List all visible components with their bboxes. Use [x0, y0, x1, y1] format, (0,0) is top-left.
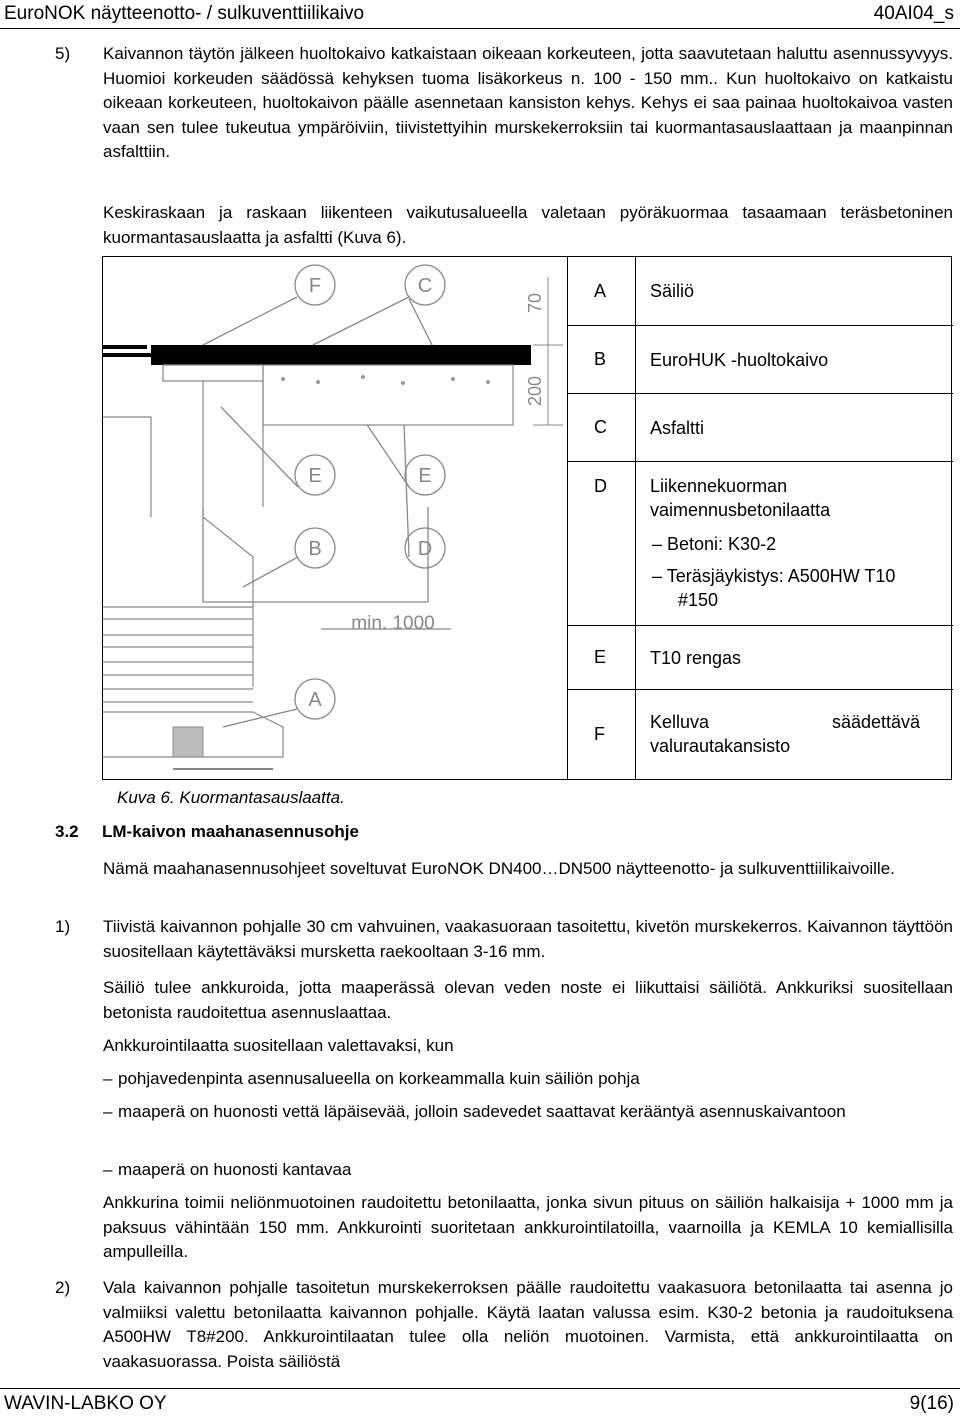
legend-desc-b: EuroHUK -huoltokaivo [650, 350, 829, 370]
legend-table [567, 257, 953, 779]
legend-row-a [568, 257, 953, 325]
legend-row-e [568, 625, 953, 689]
legend-desc-d-steel: – Teräsjäykistys: A500HW T10 [652, 566, 896, 586]
legend-row-c [568, 393, 953, 461]
step-1-paragraph-3: Ankkurointilaatta suositellaan valettavaksi, kun [103, 1036, 454, 1055]
cross-section-drawing [103, 257, 567, 779]
legend-desc-d-concrete: – Betoni: K30-2 [652, 534, 777, 554]
section-heading [55, 820, 359, 844]
dimension-min-1000: min. 1000 [351, 613, 435, 634]
legend-desc-f-2: säädettävä [832, 712, 921, 732]
figure-caption: Kuva 6. Kuormantasauslaatta. [117, 788, 345, 807]
legend-code-c: C [568, 394, 636, 461]
legend-code-b: B [568, 326, 636, 393]
dimension-200: 200 [525, 375, 545, 407]
bullet-dash-1: – [103, 1069, 113, 1088]
document-code: 40AI04_s [873, 3, 954, 24]
step-5-text: Kaivannon täytön jälkeen huoltokaivo katkaistaan oikeaan korkeuteen, jotta saavutetaan haluttu asennussyvyys. Huomioi korkeuden säädössä kehyksen tuoma lisäkorkeus n. 100 - 150 mm.. Kun huoltokaivo on katkaistu oikeaan korkeuteen, huoltokaivon päälle asennetaan kansiston kehys. Kehys ei saa painaa huoltokaivoa vasten vaan sen tulee tukeutua ympäröiviin, tiivistettyihin murskekerroksiin tai kuormantasauslaattaan ja maanpinnan asfalttiin. [103, 44, 953, 161]
step-2-text: Vala kaivannon pohjalle tasoitetun murskekerroksen päälle raudoitettu vaakasuora betonilaatta tai asenna jo valmiiksi valettu betonilaatta kaivannon pohjalle. Käytä laatan valussa esim. K30-2 betonia ja raudoituksena A500HW T8#200. Ankkurointilaatan tulee olla neliön muotoinen. Varmista, että ankkurointilaatta on vaakasuorassa. Poista säiliöstä [103, 1278, 953, 1371]
footer-page-number: 9(16) [909, 1393, 954, 1414]
concrete-slab [263, 365, 513, 425]
step-1-paragraph-4: Ankkurina toimii neliönmuotoinen raudoitettu betonilaatta, jonka sivun pituus on säiliön halkaisija + 1000 mm ja paksuus vähintään 150 mm. Ankkurointi suoritetaan ankkurointilatoilla, vaarnoilla ja KEMLA 10 kemiallisilla ampulleilla. [103, 1193, 953, 1261]
section-number: 3.2 [55, 822, 79, 841]
step-2-number: 2) [55, 1278, 71, 1297]
label-e-2: E [418, 465, 432, 487]
legend-row-d [568, 461, 953, 625]
legend-code-d: D [568, 462, 636, 625]
step-1-number: 1) [55, 917, 71, 936]
page-footer [0, 1388, 960, 1419]
legend-desc-a: Säiliö [650, 281, 695, 301]
bullet-1: pohjavedenpinta asennusalueella on korkeammalla kuin säiliön pohja [118, 1069, 640, 1088]
step-1-text: Tiivistä kaivannon pohjalle 30 cm vahvuinen, vaakasuoraan tasoitettu, kivetön murskekerros. Kaivannon täyttöön suositellaan käytettäväksi mursketta raekooltaan 3-16 mm. [103, 917, 953, 961]
legend-desc-e: T10 rengas [650, 648, 742, 668]
legend-desc-c: Asfaltti [650, 418, 705, 438]
label-c: C [417, 275, 433, 297]
step-1-paragraph-2: Säiliö tulee ankkuroida, jotta maaperässä olevan veden noste ei liikuttaisi säiliötä. Ankkuriksi suositellaan betonista raudoitettua asennuslaattaa. [103, 978, 953, 1022]
page-header [0, 0, 960, 29]
label-d: D [417, 538, 433, 560]
legend-desc-d-spacing: #150 [678, 590, 719, 610]
label-a: A [308, 689, 322, 711]
bullet-dash-3: – [103, 1160, 113, 1179]
step-5-number: 5) [55, 44, 71, 63]
label-f: F [308, 275, 322, 297]
document-title: EuroNOK näytteenotto- / sulkuventtiilikaivo [4, 3, 365, 24]
bullet-3: maaperä on huonosti kantavaa [118, 1160, 352, 1179]
asphalt-layer [151, 345, 531, 365]
bullet-2: maaperä on huonosti vettä läpäisevää, jolloin sadevedet saattavat kerääntyä asennuskaivantoon [118, 1102, 846, 1121]
bullet-dash-2: – [103, 1102, 113, 1121]
legend-code-f: F [568, 690, 636, 779]
legend-row-f [568, 689, 953, 779]
section-title: LM-kaivon maahanasennusohje [102, 822, 359, 841]
legend-desc-f-3: valurautakansisto [650, 736, 791, 756]
legend-row-b [568, 325, 953, 393]
legend-code-a: A [568, 257, 636, 325]
label-e-1: E [308, 465, 322, 487]
step-5-text-2: Keskiraskaan ja raskaan liikenteen vaikutusalueella valetaan pyöräkuormaa tasaamaan teräsbetoninen kuormantasauslaatta ja asfaltti (Kuva 6). [103, 203, 953, 247]
dimension-70: 70 [525, 292, 545, 314]
legend-desc-d: Liikennekuorman vaimennusbetonilaatta [650, 476, 831, 520]
section-intro: Nämä maahanasennusohjeet soveltuvat EuroNOK DN400…DN500 näytteenotto- ja sulkuventtiilikaivoille. [103, 859, 895, 878]
label-b: B [308, 538, 322, 560]
legend-desc-f-1: Kelluva [650, 712, 710, 732]
footer-company: WAVIN-LABKO OY [4, 1393, 167, 1414]
figure-kuva-6 [102, 256, 952, 780]
legend-code-e: E [568, 626, 636, 689]
